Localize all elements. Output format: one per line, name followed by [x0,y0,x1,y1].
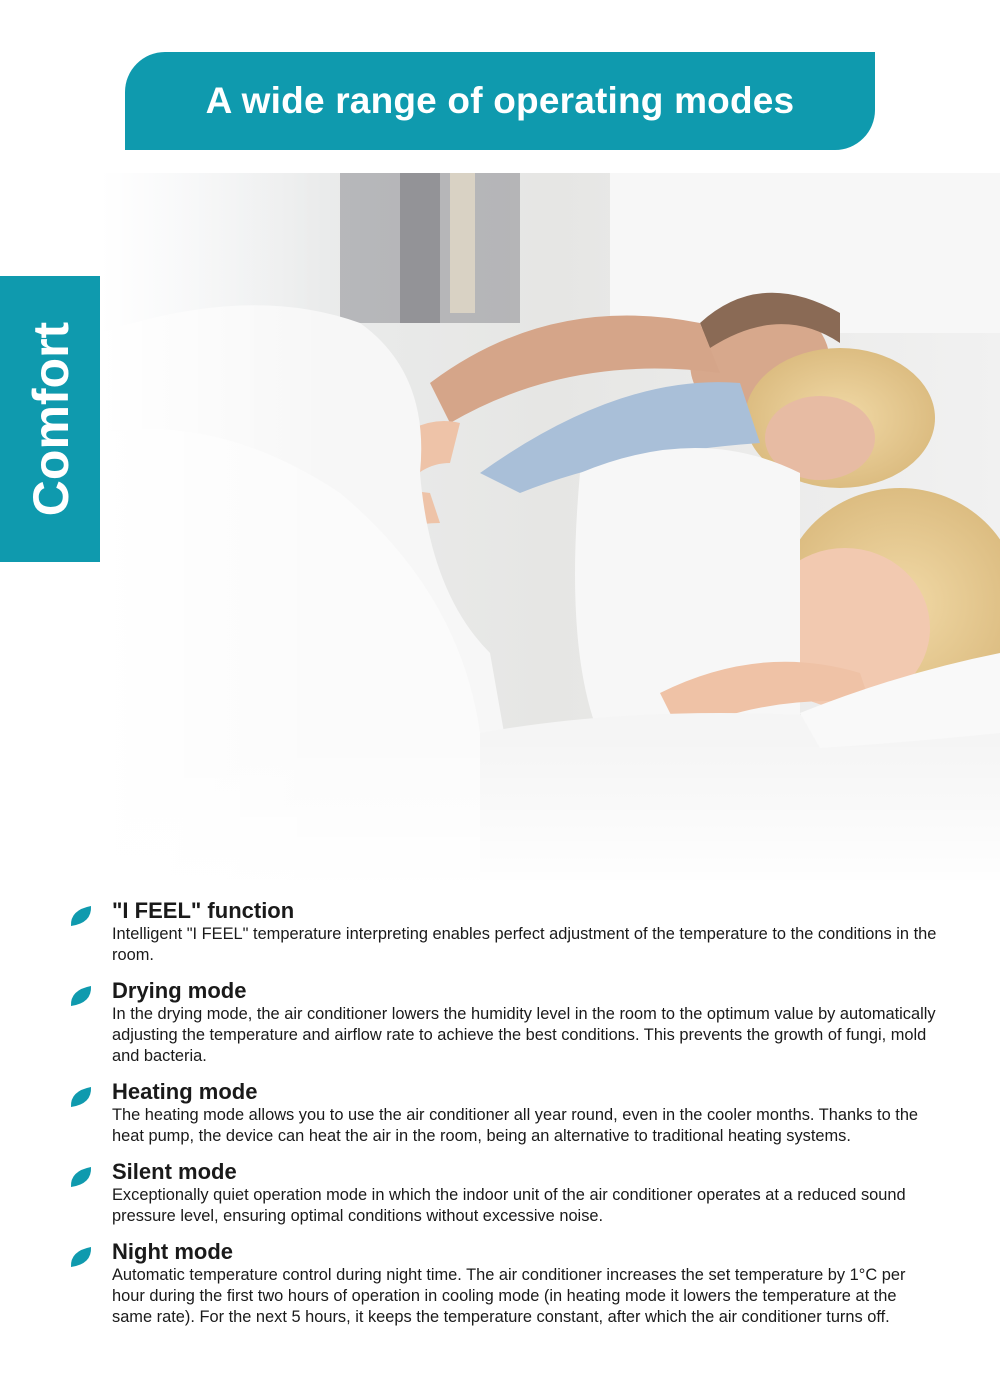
features-list [70,898,940,1340]
list-item [70,978,940,1067]
feature-title: Night mode [112,1239,233,1264]
feature-title: "I FEEL" function [112,898,295,923]
leaf-bullet-icon [70,1246,92,1268]
side-tab-label: Comfort [23,321,80,517]
feature-description: In the drying mode, the air conditioner lowers the humidity level in the room to the optimum value by automatically adjusting the temperature and airflow rate to achieve the best conditions. This prevents the growth of fungi, mold and bacteria. [112,1005,936,1065]
feature-description: The heating mode allows you to use the air conditioner all year round, even in the cooler months. Thanks to the heat pump, the device can heat the air in the room, being an alternative to traditional heating systems. [112,1106,919,1145]
header-banner [125,52,875,150]
list-item [70,1239,940,1328]
leaf-bullet-icon [70,985,92,1007]
family-sleeping-photo [100,173,1000,880]
feature-title: Heating mode [112,1079,258,1104]
leaf-bullet-icon [70,1086,92,1108]
list-item [70,898,940,966]
page-title: A wide range of operating modes [205,80,795,121]
list-item [70,1079,940,1147]
leaf-bullet-icon [70,1166,92,1188]
leaf-bullet-icon [70,905,92,927]
feature-description: Intelligent "I FEEL" temperature interpreting enables perfect adjustment of the temperature to the conditions in the room. [112,925,937,964]
photo-illustration [100,173,1000,880]
list-item [70,1159,940,1227]
feature-title: Drying mode [112,978,247,1003]
feature-title: Silent mode [112,1159,237,1184]
feature-description: Automatic temperature control during night time. The air conditioner increases the set temperature by 1°C per hour during the first two hours of operation in cooling mode (in heating mode it lowers the temperature at the same rate). For the next 5 hours, it keeps the temperature constant, after which the air conditioner turns off. [112,1266,906,1326]
feature-description: Exceptionally quiet operation mode in which the indoor unit of the air conditioner operates at a reduced sound pressure level, ensuring optimal conditions without excessive noise. [112,1186,906,1225]
side-tab [0,276,103,562]
